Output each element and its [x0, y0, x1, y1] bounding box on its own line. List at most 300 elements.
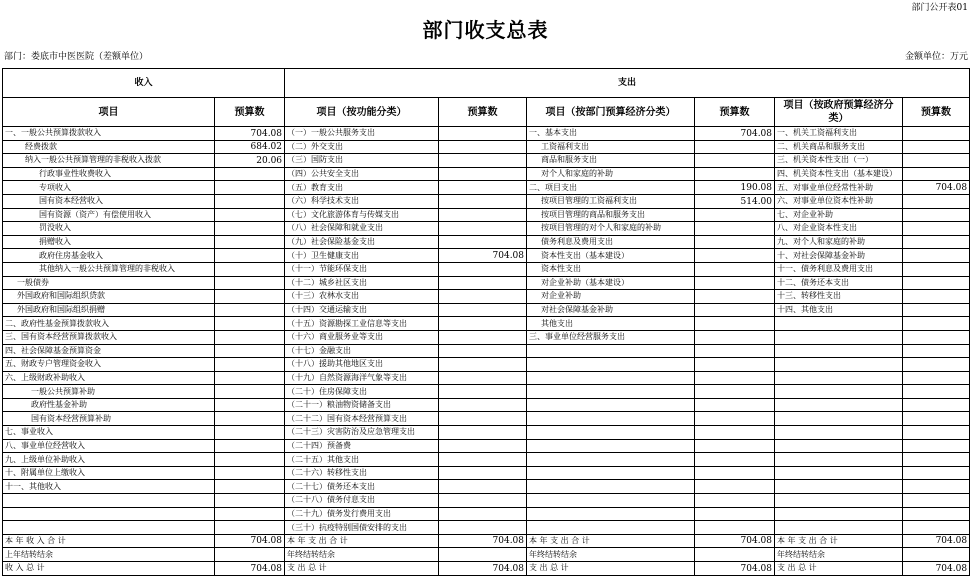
income-budget [215, 521, 285, 535]
income-total-label: 上年结转结余 [3, 548, 215, 562]
func-item: （十四）交通运输支出 [285, 303, 439, 317]
func-item: （六）科学技术支出 [285, 194, 439, 208]
dept-budget [695, 385, 775, 399]
gov-item [775, 426, 903, 440]
dept-budget [695, 140, 775, 154]
func-budget [439, 494, 527, 508]
total-row [3, 548, 970, 562]
table-row [3, 262, 970, 276]
func-item: （二）外交支出 [285, 140, 439, 154]
func-total-value [439, 548, 527, 562]
dept-item: 二、项目支出 [527, 181, 695, 195]
budget-table [2, 68, 970, 576]
dept-budget [695, 439, 775, 453]
gov-item [775, 358, 903, 372]
income-item: 国有资本经营收入 [3, 194, 215, 208]
func-item: （二十九）债务发行费用支出 [285, 507, 439, 521]
table-row [3, 466, 970, 480]
table-row [3, 426, 970, 440]
income-budget [215, 235, 285, 249]
gov-item [775, 344, 903, 358]
gov-item [775, 317, 903, 331]
income-item: 国有资源（资产）有偿使用收入 [3, 208, 215, 222]
dept-item [527, 453, 695, 467]
table-row [3, 154, 970, 168]
income-budget [215, 330, 285, 344]
dept-budget [695, 235, 775, 249]
dept-budget-header: 预算数 [695, 98, 775, 127]
dept-item: 对社会保障基金补助 [527, 303, 695, 317]
func-item: （三）国防支出 [285, 154, 439, 168]
gov-item [775, 385, 903, 399]
income-item: 其他纳入一般公共预算管理的非税收入 [3, 262, 215, 276]
table-row [3, 480, 970, 494]
dept-budget [695, 303, 775, 317]
dept-item: 对企业补助 [527, 290, 695, 304]
dept-total-value: 704.08 [695, 562, 775, 576]
func-item: （二十八）债务付息支出 [285, 494, 439, 508]
income-item: 捐赠收入 [3, 235, 215, 249]
func-item: （八）社会保障和就业支出 [285, 222, 439, 236]
dept-item: 对企业补助（基本建设） [527, 276, 695, 290]
gov-item [775, 507, 903, 521]
income-item: 四、社会保障基金预算资金 [3, 344, 215, 358]
gov-total-value: 704.08 [903, 534, 970, 548]
func-item: （十九）自然资源海洋气象等支出 [285, 371, 439, 385]
dept-total-label: 年终结转结余 [527, 548, 695, 562]
income-item-header: 项目 [3, 98, 215, 127]
gov-budget [903, 358, 970, 372]
func-budget [439, 480, 527, 494]
gov-item-header: 项目（按政府预算经济分类） [775, 98, 903, 127]
table-row [3, 412, 970, 426]
table-row [3, 507, 970, 521]
dept-item [527, 344, 695, 358]
dept-budget [695, 426, 775, 440]
income-total-label: 收 入 总 计 [3, 562, 215, 576]
func-item: （二十六）转移性支出 [285, 466, 439, 480]
func-item-header: 项目（按功能分类） [285, 98, 439, 127]
income-item: 行政事业性收费收入 [3, 167, 215, 181]
income-budget [215, 208, 285, 222]
table-row [3, 494, 970, 508]
func-budget [439, 276, 527, 290]
dept-budget [695, 330, 775, 344]
income-budget [215, 466, 285, 480]
total-row [3, 534, 970, 548]
func-budget [439, 262, 527, 276]
func-budget [439, 521, 527, 535]
gov-budget [903, 344, 970, 358]
func-budget [439, 466, 527, 480]
func-budget [439, 398, 527, 412]
func-budget [439, 439, 527, 453]
dept-budget [695, 262, 775, 276]
gov-budget: 704.08 [903, 181, 970, 195]
dept-item: 按项目管理的对个人和家庭的补助 [527, 222, 695, 236]
func-item: （七）文化旅游体育与传媒支出 [285, 208, 439, 222]
table-row [3, 358, 970, 372]
dept-item [527, 480, 695, 494]
func-item: （十）卫生健康支出 [285, 249, 439, 263]
income-section-header: 收入 [3, 69, 285, 98]
gov-item: 八、对企业资本性支出 [775, 222, 903, 236]
gov-item: 五、对事业单位经常性补助 [775, 181, 903, 195]
dept-budget [695, 412, 775, 426]
gov-item: 十一、债务利息及费用支出 [775, 262, 903, 276]
income-budget [215, 222, 285, 236]
func-item: （二十）住房保障支出 [285, 385, 439, 399]
table-row [3, 344, 970, 358]
table-row [3, 249, 970, 263]
income-item: 纳入一般公共预算管理的非税收入拨款 [3, 154, 215, 168]
dept-budget [695, 344, 775, 358]
income-item: 三、国有资本经营预算拨款收入 [3, 330, 215, 344]
gov-item: 七、对企业补助 [775, 208, 903, 222]
gov-budget [903, 521, 970, 535]
dept-item [527, 521, 695, 535]
func-budget [439, 290, 527, 304]
income-item: 二、政府性基金预算拨款收入 [3, 317, 215, 331]
func-budget [439, 507, 527, 521]
dept-budget [695, 290, 775, 304]
income-total-label: 本 年 收 入 合 计 [3, 534, 215, 548]
table-row [3, 222, 970, 236]
gov-item [775, 480, 903, 494]
gov-budget [903, 154, 970, 168]
dept-total-label: 本 年 支 出 合 计 [527, 534, 695, 548]
income-budget [215, 303, 285, 317]
dept-item: 其他支出 [527, 317, 695, 331]
department-label: 部门：娄底市中医医院（差额单位） [4, 52, 149, 62]
income-budget [215, 276, 285, 290]
table-row [3, 235, 970, 249]
form-number: 部门公开表01 [911, 3, 968, 13]
income-total-value: 704.08 [215, 534, 285, 548]
gov-budget [903, 303, 970, 317]
dept-item: 一、基本支出 [527, 127, 695, 141]
table-row [3, 385, 970, 399]
func-budget [439, 330, 527, 344]
gov-budget [903, 249, 970, 263]
gov-budget [903, 208, 970, 222]
income-item: 十一、其他收入 [3, 480, 215, 494]
gov-budget [903, 480, 970, 494]
table-row [3, 398, 970, 412]
table-row [3, 140, 970, 154]
gov-budget [903, 140, 970, 154]
dept-budget [695, 249, 775, 263]
gov-total-value: 704.08 [903, 562, 970, 576]
dept-item [527, 358, 695, 372]
func-budget: 704.08 [439, 249, 527, 263]
income-budget-header: 预算数 [215, 98, 285, 127]
gov-budget [903, 167, 970, 181]
func-total-label: 本 年 支 出 合 计 [285, 534, 439, 548]
income-budget [215, 194, 285, 208]
income-item: 十、附属单位上缴收入 [3, 466, 215, 480]
income-item: 国有资本经营预算补助 [3, 412, 215, 426]
func-budget [439, 426, 527, 440]
income-item: 五、财政专户管理资金收入 [3, 358, 215, 372]
income-budget [215, 262, 285, 276]
gov-item: 十二、债务还本支出 [775, 276, 903, 290]
income-total-value: 704.08 [215, 562, 285, 576]
gov-budget [903, 235, 970, 249]
func-budget [439, 140, 527, 154]
gov-total-label: 支 出 总 计 [775, 562, 903, 576]
dept-item [527, 494, 695, 508]
income-item [3, 494, 215, 508]
table-row [3, 276, 970, 290]
gov-budget [903, 398, 970, 412]
gov-item [775, 494, 903, 508]
gov-budget [903, 507, 970, 521]
gov-budget [903, 222, 970, 236]
gov-item [775, 330, 903, 344]
income-item: 六、上级财政补助收入 [3, 371, 215, 385]
income-budget [215, 453, 285, 467]
dept-budget [695, 358, 775, 372]
func-budget [439, 181, 527, 195]
gov-item: 三、机关资本性支出（一） [775, 154, 903, 168]
gov-budget [903, 262, 970, 276]
dept-total-value [695, 548, 775, 562]
gov-budget [903, 276, 970, 290]
gov-budget [903, 194, 970, 208]
dept-item [527, 439, 695, 453]
gov-item: 九、对个人和家庭的补助 [775, 235, 903, 249]
table-row [3, 194, 970, 208]
gov-item: 一、机关工资福利支出 [775, 127, 903, 141]
dept-item [527, 371, 695, 385]
func-item: （十七）金融支出 [285, 344, 439, 358]
table-row [3, 290, 970, 304]
income-budget [215, 480, 285, 494]
income-budget [215, 507, 285, 521]
table-row [3, 439, 970, 453]
income-item: 八、事业单位经营收入 [3, 439, 215, 453]
func-item: （二十一）粮油物资储备支出 [285, 398, 439, 412]
dept-item: 三、事业单位经营服务支出 [527, 330, 695, 344]
dept-budget: 514.00 [695, 194, 775, 208]
dept-budget: 704.08 [695, 127, 775, 141]
income-item: 专项收入 [3, 181, 215, 195]
func-budget [439, 453, 527, 467]
func-total-value: 704.08 [439, 534, 527, 548]
func-item: （十六）商业服务业等支出 [285, 330, 439, 344]
func-item: （十一）节能环保支出 [285, 262, 439, 276]
func-budget [439, 194, 527, 208]
func-item: （三十）抗疫特别国债安排的支出 [285, 521, 439, 535]
dept-item-header: 项目（按部门预算经济分类） [527, 98, 695, 127]
income-budget [215, 412, 285, 426]
func-item: （二十五）其他支出 [285, 453, 439, 467]
func-item: （二十三）灾害防治及应急管理支出 [285, 426, 439, 440]
func-budget [439, 167, 527, 181]
table-row [3, 453, 970, 467]
func-budget [439, 344, 527, 358]
income-budget [215, 290, 285, 304]
dept-budget [695, 453, 775, 467]
gov-item: 十四、其他支出 [775, 303, 903, 317]
func-item: （二十二）国有资本经营预算支出 [285, 412, 439, 426]
dept-budget [695, 521, 775, 535]
income-item: 外国政府和国际组织贷款 [3, 290, 215, 304]
func-item: （十三）农林水支出 [285, 290, 439, 304]
dept-item [527, 426, 695, 440]
gov-budget [903, 290, 970, 304]
income-item: 政府性基金补助 [3, 398, 215, 412]
func-budget [439, 317, 527, 331]
income-budget [215, 167, 285, 181]
dept-budget [695, 167, 775, 181]
func-budget [439, 208, 527, 222]
income-item: 外国政府和国际组织捐赠 [3, 303, 215, 317]
table-row [3, 303, 970, 317]
gov-budget-header: 预算数 [903, 98, 970, 127]
gov-budget [903, 426, 970, 440]
gov-total-label: 本 年 支 出 合 计 [775, 534, 903, 548]
gov-budget [903, 317, 970, 331]
func-budget [439, 303, 527, 317]
dept-budget [695, 222, 775, 236]
income-budget [215, 317, 285, 331]
gov-budget [903, 494, 970, 508]
func-item: （十五）资源勘探工业信息等支出 [285, 317, 439, 331]
gov-item: 二、机关商品和服务支出 [775, 140, 903, 154]
func-item: （二十四）预备费 [285, 439, 439, 453]
func-budget [439, 385, 527, 399]
gov-item [775, 398, 903, 412]
dept-item: 按项目管理的商品和服务支出 [527, 208, 695, 222]
func-item: （十二）城乡社区支出 [285, 276, 439, 290]
dept-budget [695, 154, 775, 168]
income-item: 经费拨款 [3, 140, 215, 154]
dept-budget [695, 371, 775, 385]
dept-item: 商品和服务支出 [527, 154, 695, 168]
income-budget [215, 398, 285, 412]
gov-item [775, 371, 903, 385]
func-budget-header: 预算数 [439, 98, 527, 127]
gov-item [775, 453, 903, 467]
dept-total-value: 704.08 [695, 534, 775, 548]
dept-item: 工资福利支出 [527, 140, 695, 154]
gov-budget [903, 453, 970, 467]
dept-item [527, 398, 695, 412]
dept-budget [695, 208, 775, 222]
dept-item [527, 412, 695, 426]
income-budget [215, 358, 285, 372]
dept-total-label: 支 出 总 计 [527, 562, 695, 576]
dept-item: 资本性支出 [527, 262, 695, 276]
dept-budget [695, 494, 775, 508]
gov-budget [903, 466, 970, 480]
income-budget [215, 181, 285, 195]
income-item [3, 521, 215, 535]
dept-budget [695, 276, 775, 290]
gov-budget [903, 385, 970, 399]
gov-item [775, 439, 903, 453]
table-row [3, 317, 970, 331]
gov-total-label: 年终结转结余 [775, 548, 903, 562]
income-item: 政府住房基金收入 [3, 249, 215, 263]
func-total-label: 年终结转结余 [285, 548, 439, 562]
func-budget [439, 222, 527, 236]
table-row [3, 181, 970, 195]
dept-item [527, 466, 695, 480]
page-title: 部门收支总表 [422, 18, 549, 42]
dept-budget [695, 466, 775, 480]
income-budget: 704.08 [215, 127, 285, 141]
income-item: 七、事业收入 [3, 426, 215, 440]
gov-budget [903, 412, 970, 426]
table-row [3, 208, 970, 222]
dept-item: 资本性支出（基本建设） [527, 249, 695, 263]
unit-label: 金额单位：万元 [904, 52, 968, 62]
func-item: （四）公共安全支出 [285, 167, 439, 181]
income-budget [215, 385, 285, 399]
gov-budget [903, 127, 970, 141]
income-budget [215, 371, 285, 385]
gov-item: 十三、转移性支出 [775, 290, 903, 304]
func-item: （十八）援助其他地区支出 [285, 358, 439, 372]
func-item: （一）一般公共服务支出 [285, 127, 439, 141]
table-row [3, 330, 970, 344]
func-total-label: 支 出 总 计 [285, 562, 439, 576]
dept-budget [695, 480, 775, 494]
income-item: 罚没收入 [3, 222, 215, 236]
gov-budget [903, 371, 970, 385]
income-total-value [215, 548, 285, 562]
dept-budget [695, 317, 775, 331]
func-item: （二十七）债务还本支出 [285, 480, 439, 494]
income-budget: 20.06 [215, 154, 285, 168]
dept-budget [695, 507, 775, 521]
gov-item: 四、机关资本性支出（基本建设） [775, 167, 903, 181]
table-row [3, 127, 970, 141]
func-item: （五）教育支出 [285, 181, 439, 195]
func-budget [439, 412, 527, 426]
income-budget [215, 439, 285, 453]
func-budget [439, 127, 527, 141]
income-budget [215, 344, 285, 358]
income-budget: 684.02 [215, 140, 285, 154]
income-budget [215, 249, 285, 263]
income-item: 九、上级单位补助收入 [3, 453, 215, 467]
income-budget [215, 426, 285, 440]
income-item [3, 507, 215, 521]
gov-item [775, 521, 903, 535]
total-row [3, 562, 970, 576]
gov-item [775, 466, 903, 480]
dept-item [527, 507, 695, 521]
income-item: 一般公共预算补助 [3, 385, 215, 399]
income-item: 一般债券 [3, 276, 215, 290]
gov-total-value [903, 548, 970, 562]
gov-budget [903, 439, 970, 453]
table-row [3, 167, 970, 181]
dept-item: 按项目管理的工资福利支出 [527, 194, 695, 208]
table-row [3, 521, 970, 535]
table-row [3, 371, 970, 385]
func-budget [439, 358, 527, 372]
dept-item [527, 385, 695, 399]
expense-section-header: 支出 [285, 69, 970, 98]
gov-item [775, 412, 903, 426]
func-budget [439, 235, 527, 249]
income-item: 一、一般公共预算拨款收入 [3, 127, 215, 141]
